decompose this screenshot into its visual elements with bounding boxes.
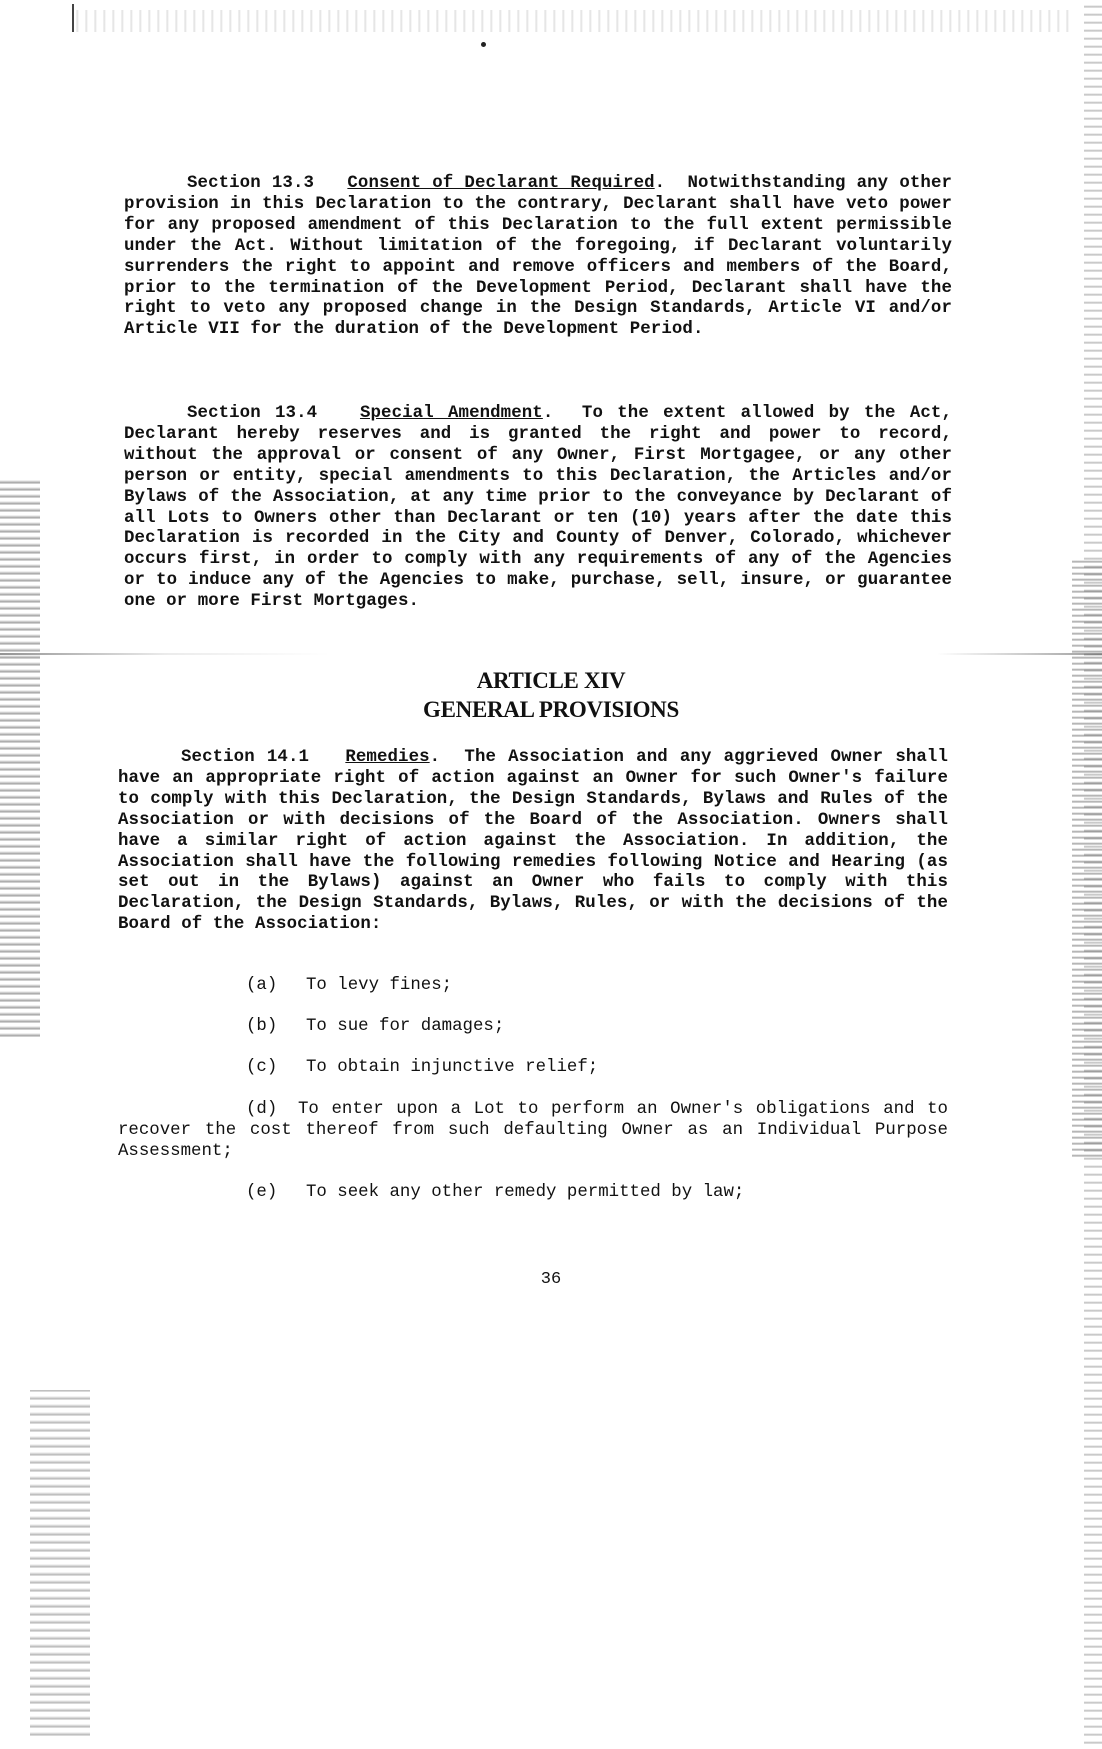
section-14-1-heading: Remedies	[345, 748, 430, 767]
remedy-item-c	[246, 1058, 598, 1079]
section-13-3-heading: Consent of Declarant Required	[347, 174, 655, 193]
remedy-label-c: (c)	[246, 1058, 278, 1077]
article-title: GENERAL PROVISIONS	[423, 697, 679, 722]
article-number: ARTICLE XIV	[476, 668, 626, 693]
remedy-text-d: To enter upon a Lot to perform an Owner's obligations and to recover the cost thereof from such defaulting Owner as an Individual Purpose Assessment;	[118, 1100, 948, 1161]
section-14-1: Section 14.1 Remedies. The Association and any aggrieved Owner shall have an appropriate right of action against an Owner for such Owner's failure to comply with this Declaration, the Design Standards, Bylaws and Rules of the Association or with decisions of the Board of the Association. Owners shall have a similar right of action against the Association. In addition, the Association shall have the following remedies following Notice and Hearing (as set out in the Bylaws) against an Owner who fails to comply with this Declaration, the Design Standards, Bylaws, Rules, or with the decisions of the Board of the Association:	[118, 748, 949, 935]
scan-artifact-line	[0, 653, 1102, 655]
page-number: 36	[540, 1270, 562, 1289]
scan-artifact-top	[70, 10, 1070, 32]
scan-artifact-dot	[481, 42, 486, 47]
scan-artifact-right-band	[1072, 560, 1102, 1160]
remedy-text-b: To sue for damages;	[306, 1017, 505, 1036]
section-14-1-text: The Association and any aggrieved Owner shall have an appropriate right of action against an Owner for such Owner's failure to comply with this Declaration, the Design Standards, Bylaws and Rules of the Association or with decisions of the Board of the Association. Owners shall have a similar right of action against the Association. In addition, the Association shall have the following remedies following Notice and Hearing (as set out in the Bylaws) against an Owner who fails to comply with this Declaration, the Design Standards, Bylaws, Rules, or with the decisions of the Board of the Association:	[118, 748, 949, 935]
section-13-4-text: To the extent allowed by the Act, Declarant hereby reserves and is granted the right and power to record, without the approval or consent of any Owner, First Mortgagee, or any other person or entity, special amendments to this Declaration, the Articles and/or Bylaws of the Association, at any time prior to the conveyance by Declarant of all Lots to Owners other than Declarant or ten (10) years after the date this Declaration is recorded in the City and County of Denver, Colorado, whichever occurs first, in order to comply with any requirements of any of the Agencies or to induce any of the Agencies to make, purchase, sell, insure, or guarantee one or more First Mortgages.	[124, 404, 953, 612]
section-13-3-number: Section 13.3	[187, 174, 315, 193]
remedy-item-d	[118, 1100, 948, 1163]
remedy-text-a: To levy fines;	[306, 976, 453, 995]
remedy-label-d: (d)	[246, 1100, 278, 1119]
remedy-item-b	[246, 1017, 504, 1038]
section-14-1-number: Section 14.1	[181, 748, 310, 767]
remedy-label-e: (e)	[246, 1183, 278, 1202]
section-13-3-text: Notwithstanding any other provision in this Declaration to the contrary, Declarant shall have veto power for any proposed amendment of this Declaration to the full extent permissible under the Act. Without limitation of the foregoing, if Declarant voluntarily surrenders the right to appoint and remove officers and members of the Board, prior to the termination of the Development Period, Declarant shall have the right to veto any proposed change in the Design Standards, Article VI and/or Article VII for the duration of the Development Period.	[124, 174, 953, 340]
remedy-item-e	[246, 1183, 744, 1204]
section-13-4-number: Section 13.4	[187, 404, 318, 423]
scan-artifact-left-bottom	[30, 1390, 90, 1740]
section-13-4-heading: Special Amendment	[359, 404, 543, 423]
remedy-text-c: To obtain injunctive relief;	[306, 1058, 599, 1077]
remedy-label-b: (b)	[246, 1017, 278, 1036]
section-13-3: Section 13.3 Consent of Declarant Required. Notwithstanding any other provision in this Declaration to the contrary, Declarant shall have veto power for any proposed amendment of this Declaration to the full extent permissible under the Act. Without limitation of the foregoing, if Declarant voluntarily surrenders the right to appoint and remove officers and members of the Board, prior to the termination of the Development Period, Declarant shall have the right to veto any proposed change in the Design Standards, Article VI and/or Article VII for the duration of the Development Period.	[124, 174, 953, 340]
section-13-4: Section 13.4 Special Amendment. To the extent allowed by the Act, Declarant hereby reserves and is granted the right and power to record, without the approval or consent of any Owner, First Mortgagee, or any other person or entity, special amendments to this Declaration, the Articles and/or Bylaws of the Association, at any time prior to the conveyance by Declarant of all Lots to Owners other than Declarant or ten (10) years after the date this Declaration is recorded in the City and County of Denver, Colorado, whichever occurs first, in order to comply with any requirements of any of the Agencies or to induce any of the Agencies to make, purchase, sell, insure, or guarantee one or more First Mortgages.	[124, 404, 953, 612]
remedy-label-a: (a)	[246, 976, 278, 995]
scan-artifact-left-band	[0, 480, 40, 1040]
remedy-text-e: To seek any other remedy permitted by law;	[306, 1183, 745, 1202]
remedy-item-a	[246, 976, 452, 997]
